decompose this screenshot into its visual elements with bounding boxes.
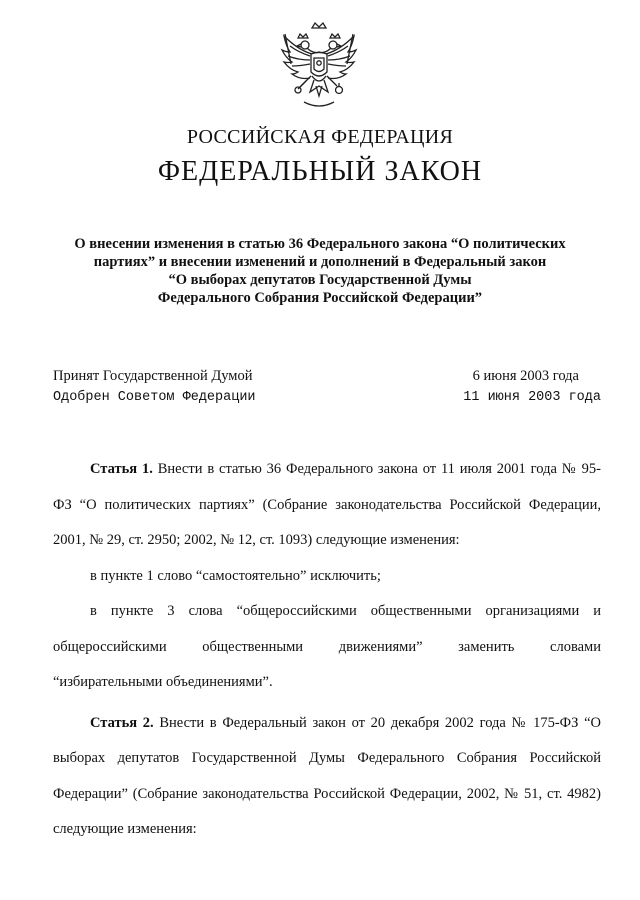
article-2-heading: Статья 2. bbox=[90, 714, 154, 731]
article-1-item-1: в пункте 1 слово “самостоятельно” исключить; bbox=[90, 567, 381, 584]
adoption-block bbox=[53, 366, 601, 410]
adopted-label: Принят Государственной Думой bbox=[53, 368, 253, 384]
approved-row bbox=[53, 388, 601, 410]
article-1-item-2-line: общероссийскими общественными движениями” заменить словами bbox=[53, 638, 601, 655]
law-title-line: партиях” и внесении изменений и дополнений в Федеральный закон bbox=[93, 254, 547, 270]
law-body bbox=[53, 452, 601, 848]
article-1-item-2-line: “избирательными объединениями”. bbox=[53, 674, 273, 690]
law-title bbox=[40, 235, 600, 307]
adopted-date: 6 июня 2003 года bbox=[472, 368, 579, 384]
coat-of-arms-emblem bbox=[278, 20, 360, 116]
article-1-intro: Внести в статью 36 Федерального закона от 11 июля 2001 года № 95-ФЗ “О политических партиях” (Собрание законодательства Российской Федерации, 2001, № 29, ст. 2950; 2002, № 12, ст. 1093) следующие изменения: bbox=[53, 461, 602, 548]
article-2-intro: Внести в Федеральный закон от 20 декабря 2002 года № 175-ФЗ “О выборах депутатов Государственной Думы Федерального Собрания Российской Федерации” (Собрание законодательства Российской Федерации, 2002, № 51, ст. 4982) следующие изменения: bbox=[53, 714, 601, 837]
law-title-line: Федерального Собрания Российской Федерации” bbox=[157, 290, 483, 306]
document-type: ФЕДЕРАЛЬНЫЙ ЗАКОН bbox=[157, 156, 483, 187]
law-title-line: “О выборах депутатов Государственной Думы bbox=[168, 272, 472, 288]
law-title-line: О внесении изменения в статью 36 Федерального закона “О политических bbox=[74, 236, 566, 252]
approved-label: Одобрен Советом Федерации bbox=[53, 390, 256, 405]
article-2-paragraph bbox=[53, 706, 601, 848]
article-1-item-2-line: в пункте 3 слова “общероссийскими общественными организациями и bbox=[90, 603, 601, 619]
adopted-row bbox=[53, 366, 601, 388]
article-1-paragraph bbox=[53, 452, 601, 559]
article-1-heading: Статья 1. bbox=[90, 461, 153, 477]
country-name: РОССИЙСКАЯ ФЕДЕРАЦИЯ bbox=[186, 126, 454, 148]
approved-date: 11 июня 2003 года bbox=[463, 390, 601, 405]
